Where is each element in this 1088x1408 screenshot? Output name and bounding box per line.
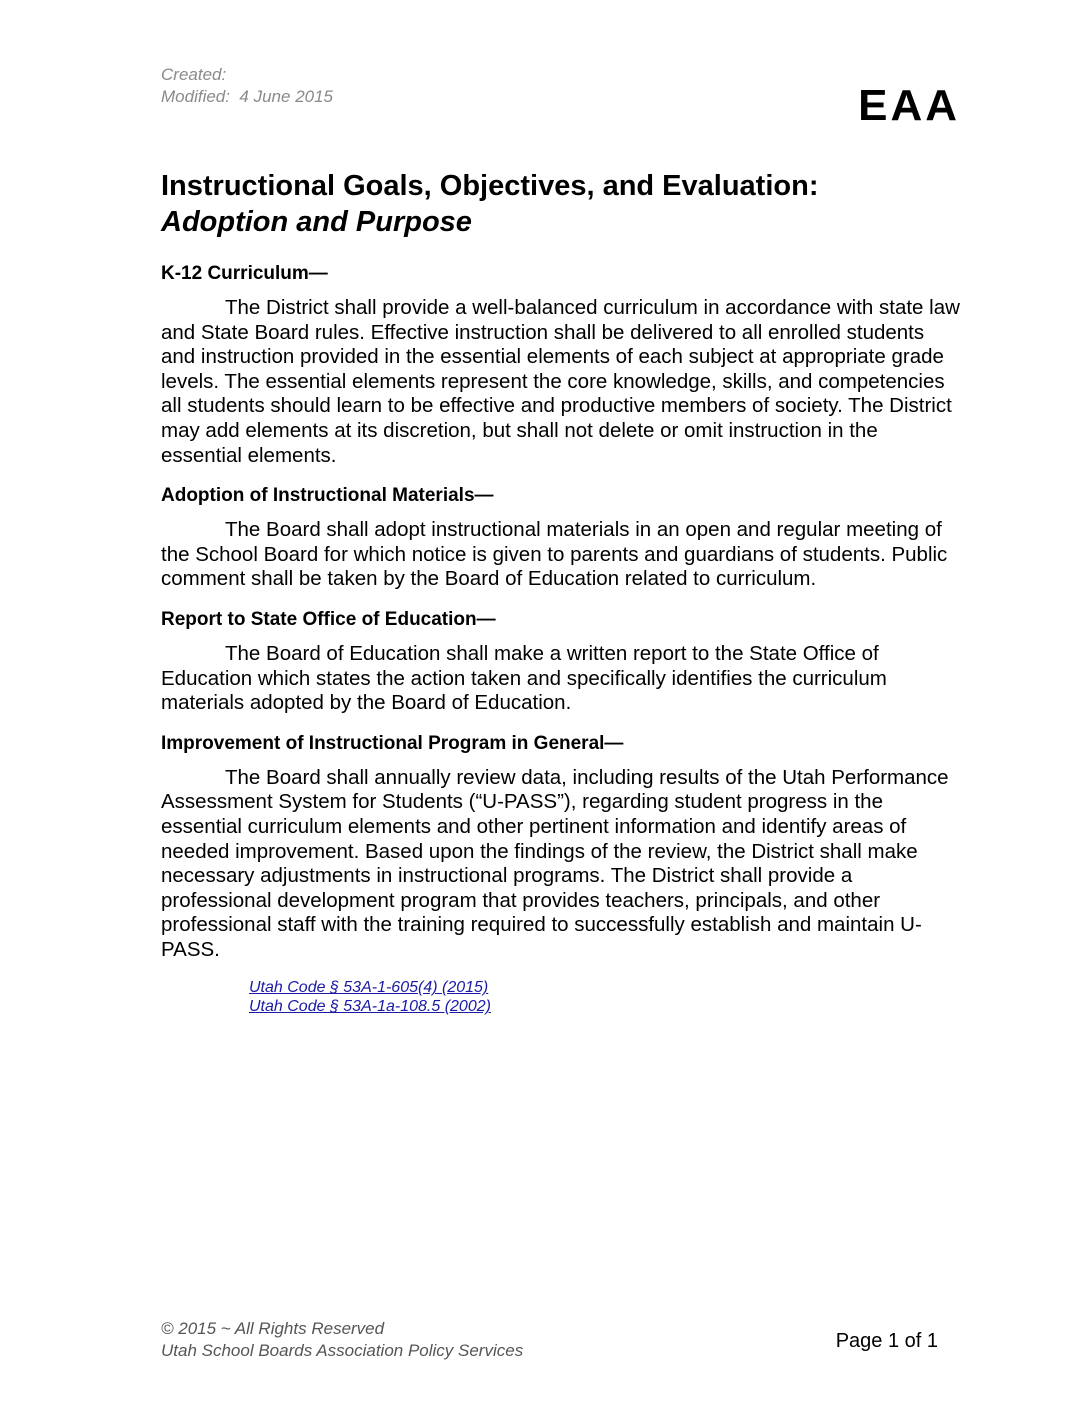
policy-body [161,262,961,1016]
section-k12-curriculum [161,262,961,468]
section-adoption-materials [161,484,961,592]
section-report-state-office [161,608,961,716]
policy-code: EAA [858,81,960,130]
section-paragraph: The Board of Education shall make a written report to the State Office of Education which states the action taken and specifically identifies the curriculum materials adopted by the Board of Education. [161,641,887,715]
reference-link[interactable]: Utah Code § 53A-1a-108.5 (2002) [249,998,491,1016]
title-main: Instructional Goals, Objectives, and Evaluation: [161,170,819,202]
footer-publisher: Utah School Boards Association Policy Services [161,1341,524,1360]
section-paragraph: The District shall provide a well-balanced curriculum in accordance with state law and State Board rules. Effective instruction shall be delivered to all enrolled students and instruction provided in the essential elements of each subject at appropriate grade levels. The essential elements represent the core knowledge, skills, and competencies all students should learn to be effective and productive members of society. The District may add elements at its discretion, but shall not delete or omit instruction in the essential elements. [161,296,960,467]
legal-references [161,978,961,1016]
title-subtitle: Adoption and Purpose [161,206,472,238]
modified-label: Modified: 4 June 2015 [161,87,334,106]
document-meta [161,64,333,108]
section-improvement-program [161,732,961,963]
page-title [161,168,981,240]
section-heading: Adoption of Instructional Materials— [161,485,494,507]
reference-link[interactable]: Utah Code § 53A-1-605(4) (2015) [249,979,489,997]
section-heading: K-12 Curriculum— [161,263,328,284]
section-heading: Improvement of Instructional Program in General— [161,732,624,754]
created-label: Created: [161,65,227,84]
section-paragraph: The Board shall annually review data, including results of the Utah Performance Assessment System for Students (“U-PASS”), regarding student progress in the essential curriculum elements and other pertinent information and identify areas of needed improvement. Based upon the findings of the review, the District shall make necessary adjustments in instructional programs. The District shall provide a professional development program that provides teachers, principals, and other professional staff with the training required to successfully establish and maintain U-PASS. [161,765,949,961]
footer-credits [161,1318,523,1362]
section-paragraph: The Board shall adopt instructional materials in an open and regular meeting of the School Board for which notice is given to parents and guardians of students. Public comment shall be taken by the Board of Education related to curriculum. [161,518,948,591]
footer-copyright: © 2015 ~ All Rights Reserved [161,1319,385,1338]
page-number: Page 1 of 1 [835,1330,938,1352]
section-heading: Report to State Office of Education— [161,608,496,630]
